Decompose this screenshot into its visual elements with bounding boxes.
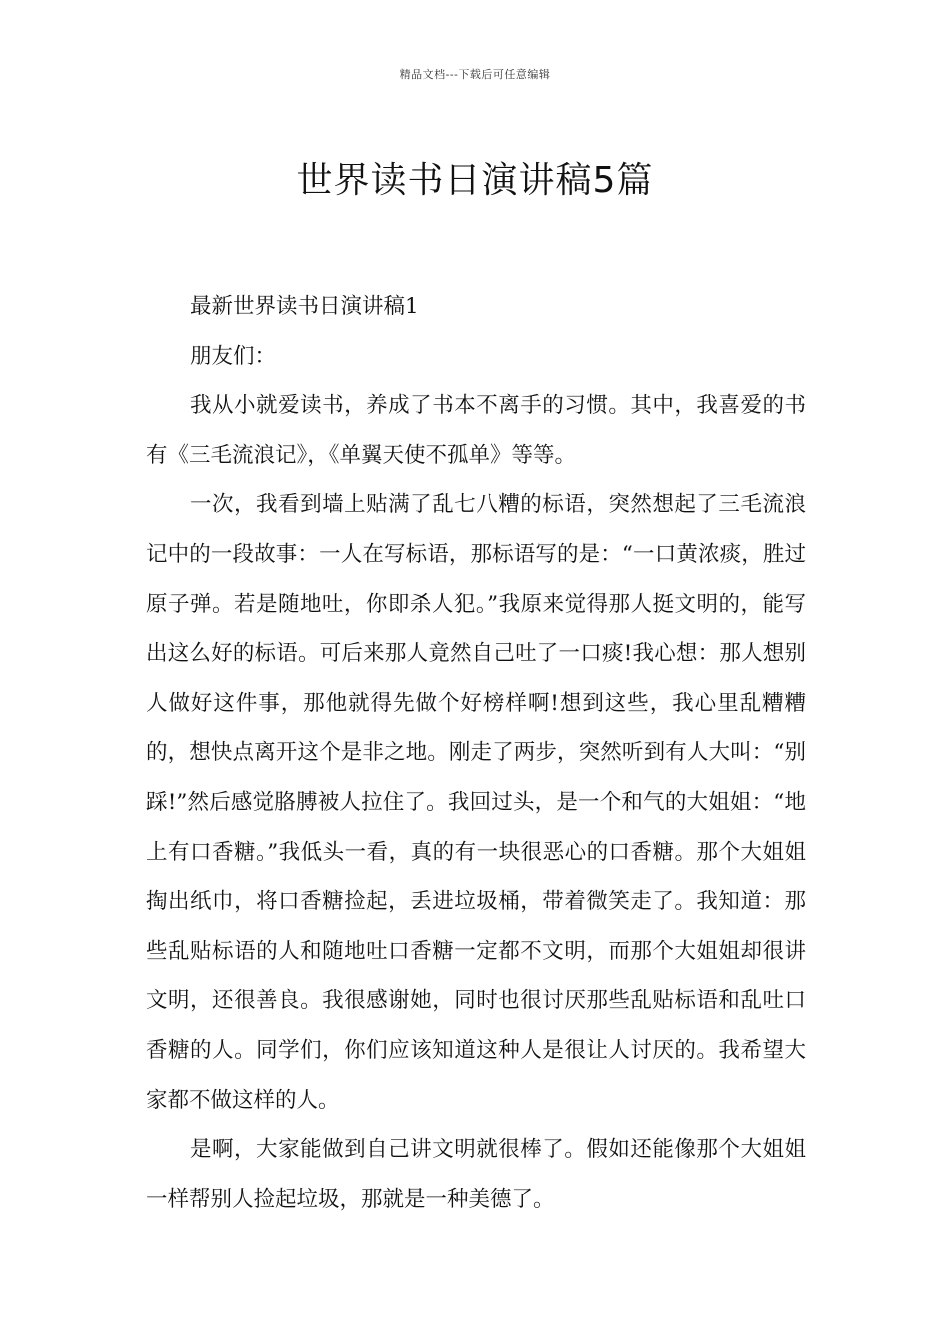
document-body [146, 282, 806, 1224]
paragraph: 我从小就爱读书，养成了书本不离手的习惯。其中，我喜爱的书有《三毛流浪记》，《单翼天使不孤单》等等。 [146, 393, 806, 468]
page-title: 世界读书日演讲稿5篇 [296, 160, 654, 202]
header-note: 精品文档---下载后可任意编辑 [399, 68, 551, 81]
paragraph-subtitle: 最新世界读书日演讲稿1 [190, 294, 419, 319]
paragraph-salutation: 朋友们： [190, 343, 277, 369]
paragraph: 一次，我看到墙上贴满了乱七八糟的标语，突然想起了三毛流浪记中的一段故事：一人在写标语，那标语写的是：“一口黄浓痰，胜过原子弹。若是随地吐，你即杀人犯。”我原来觉得那人挺文明的，能写出这么好的标语。可后来那人竟然自己吐了一口痰!我心想：那人想别人做好这件事，那他就得先做个好榜样啊!想到这些，我心里乱糟糟的，想快点离开这个是非之地。刚走了两步，突然听到有人大叫：“别踩!”然后感觉胳膊被人拉住了。我回过头，是一个和气的大姐姐：“地上有口香糖。”我低头一看，真的有一块很恶心的口香糖。那个大姐姐掏出纸巾，将口香糖捡起，丢进垃圾桶，带着微笑走了。我知道：那些乱贴标语的人和随地吐口香糖一定都不文明，而那个大姐姐却很讲文明，还很善良。我很感谢她，同时也很讨厌那些乱贴标语和乱吐口香糖的人。同学们，你们应该知道这种人是很让人讨厌的。我希望大家都不做这样的人。 [146, 492, 806, 1113]
paragraph: 是啊，大家能做到自己讲文明就很棒了。假如还能像那个大姐姐一样帮别人捡起垃圾，那就是一种美德了。 [146, 1137, 806, 1212]
